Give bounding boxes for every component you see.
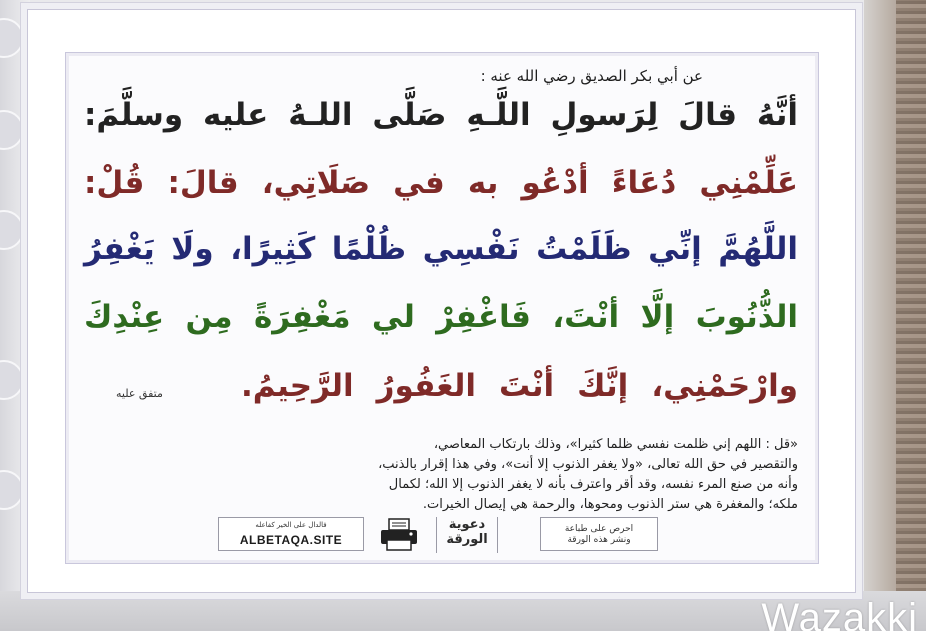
explanation-line: «قل : اللهم إني ظلمت نفسي ظلما كثيرا»، وذلك بارتكاب المعاصي،: [433, 437, 798, 452]
sticker-icon: [0, 470, 24, 510]
sticker-icon: [0, 110, 24, 150]
hadith-source: متفق عليه: [116, 387, 163, 400]
print-reminder-line-2: ونشر هذه الورقة: [567, 535, 631, 545]
left-app-strip: [0, 0, 30, 631]
print-reminder: [541, 524, 657, 546]
footer-slogan: فالدال على الخير كفاعله: [255, 521, 327, 529]
explanation-line: والتقصير في حق الله تعالى، «ولا يغفر الذنوب إلا أنت»، وفي هذا إقرار بالذنب،: [378, 457, 798, 472]
explanation-line: وأنه من صنع المرء نفسه، وقد أقر واعترف بأنه لا يغفر الذنوب إلا الله؛ لكمال: [388, 477, 798, 492]
printer-icon: [378, 518, 420, 552]
print-reminder-line-1: احرص على طباعة: [564, 524, 634, 534]
hadith-line-5: وارْحَمْنِي، إنَّكَ أنْتَ الغَفُورُ الرَّحِيمُ.: [241, 368, 798, 404]
background-pattern: [896, 0, 926, 631]
logo-word-top: دعوية: [448, 517, 486, 532]
background-photo-strip: [864, 0, 926, 631]
sticker-icon: [0, 210, 24, 250]
explanation-paragraph: [86, 435, 798, 515]
watermark-text: Wazakki: [761, 596, 918, 631]
hadith-line-3: اللَّهُمَّ إنِّي ظَلَمْتُ نَفْسِي ظُلْمًا كَثِيرًا، ولَا يَغْفِرُ: [84, 231, 798, 267]
sticker-icon: [0, 360, 24, 400]
explanation-line: ملكه؛ والمغفرة هي ستر الذنوب ومحوها، والرحمة هي إيصال الخيرات.: [422, 497, 798, 512]
sticker-icon: [0, 18, 24, 58]
hadith-card: [27, 9, 856, 593]
hadith-line-2: عَلِّمْنِي دُعَاءً أدْعُو به في صَلَاتِي، قالَ: قُلْ:: [84, 165, 798, 201]
narrator-line: عن أبي بكر الصديق رضي الله عنه :: [480, 67, 703, 85]
website-link[interactable]: ALBETAQA.SITE: [239, 533, 343, 547]
card-inner-frame: [65, 52, 819, 564]
logo-word-bottom: الورقة: [446, 532, 488, 547]
website-box: [218, 517, 364, 551]
card-footer: [218, 517, 658, 555]
hadith-line-4: الذُّنُوبَ إلَّا أنْتَ، فَاغْفِرْ لي مَغْفِرَةً مِن عِنْدِكَ: [84, 299, 798, 335]
hadith-line-1: أنَّهُ قالَ لِرَسولِ اللَّـهِ صَلَّى اللـهُ عليه وسلَّمَ:: [84, 97, 798, 133]
dawiya-logo: [436, 517, 498, 553]
print-reminder-box: [540, 517, 658, 551]
